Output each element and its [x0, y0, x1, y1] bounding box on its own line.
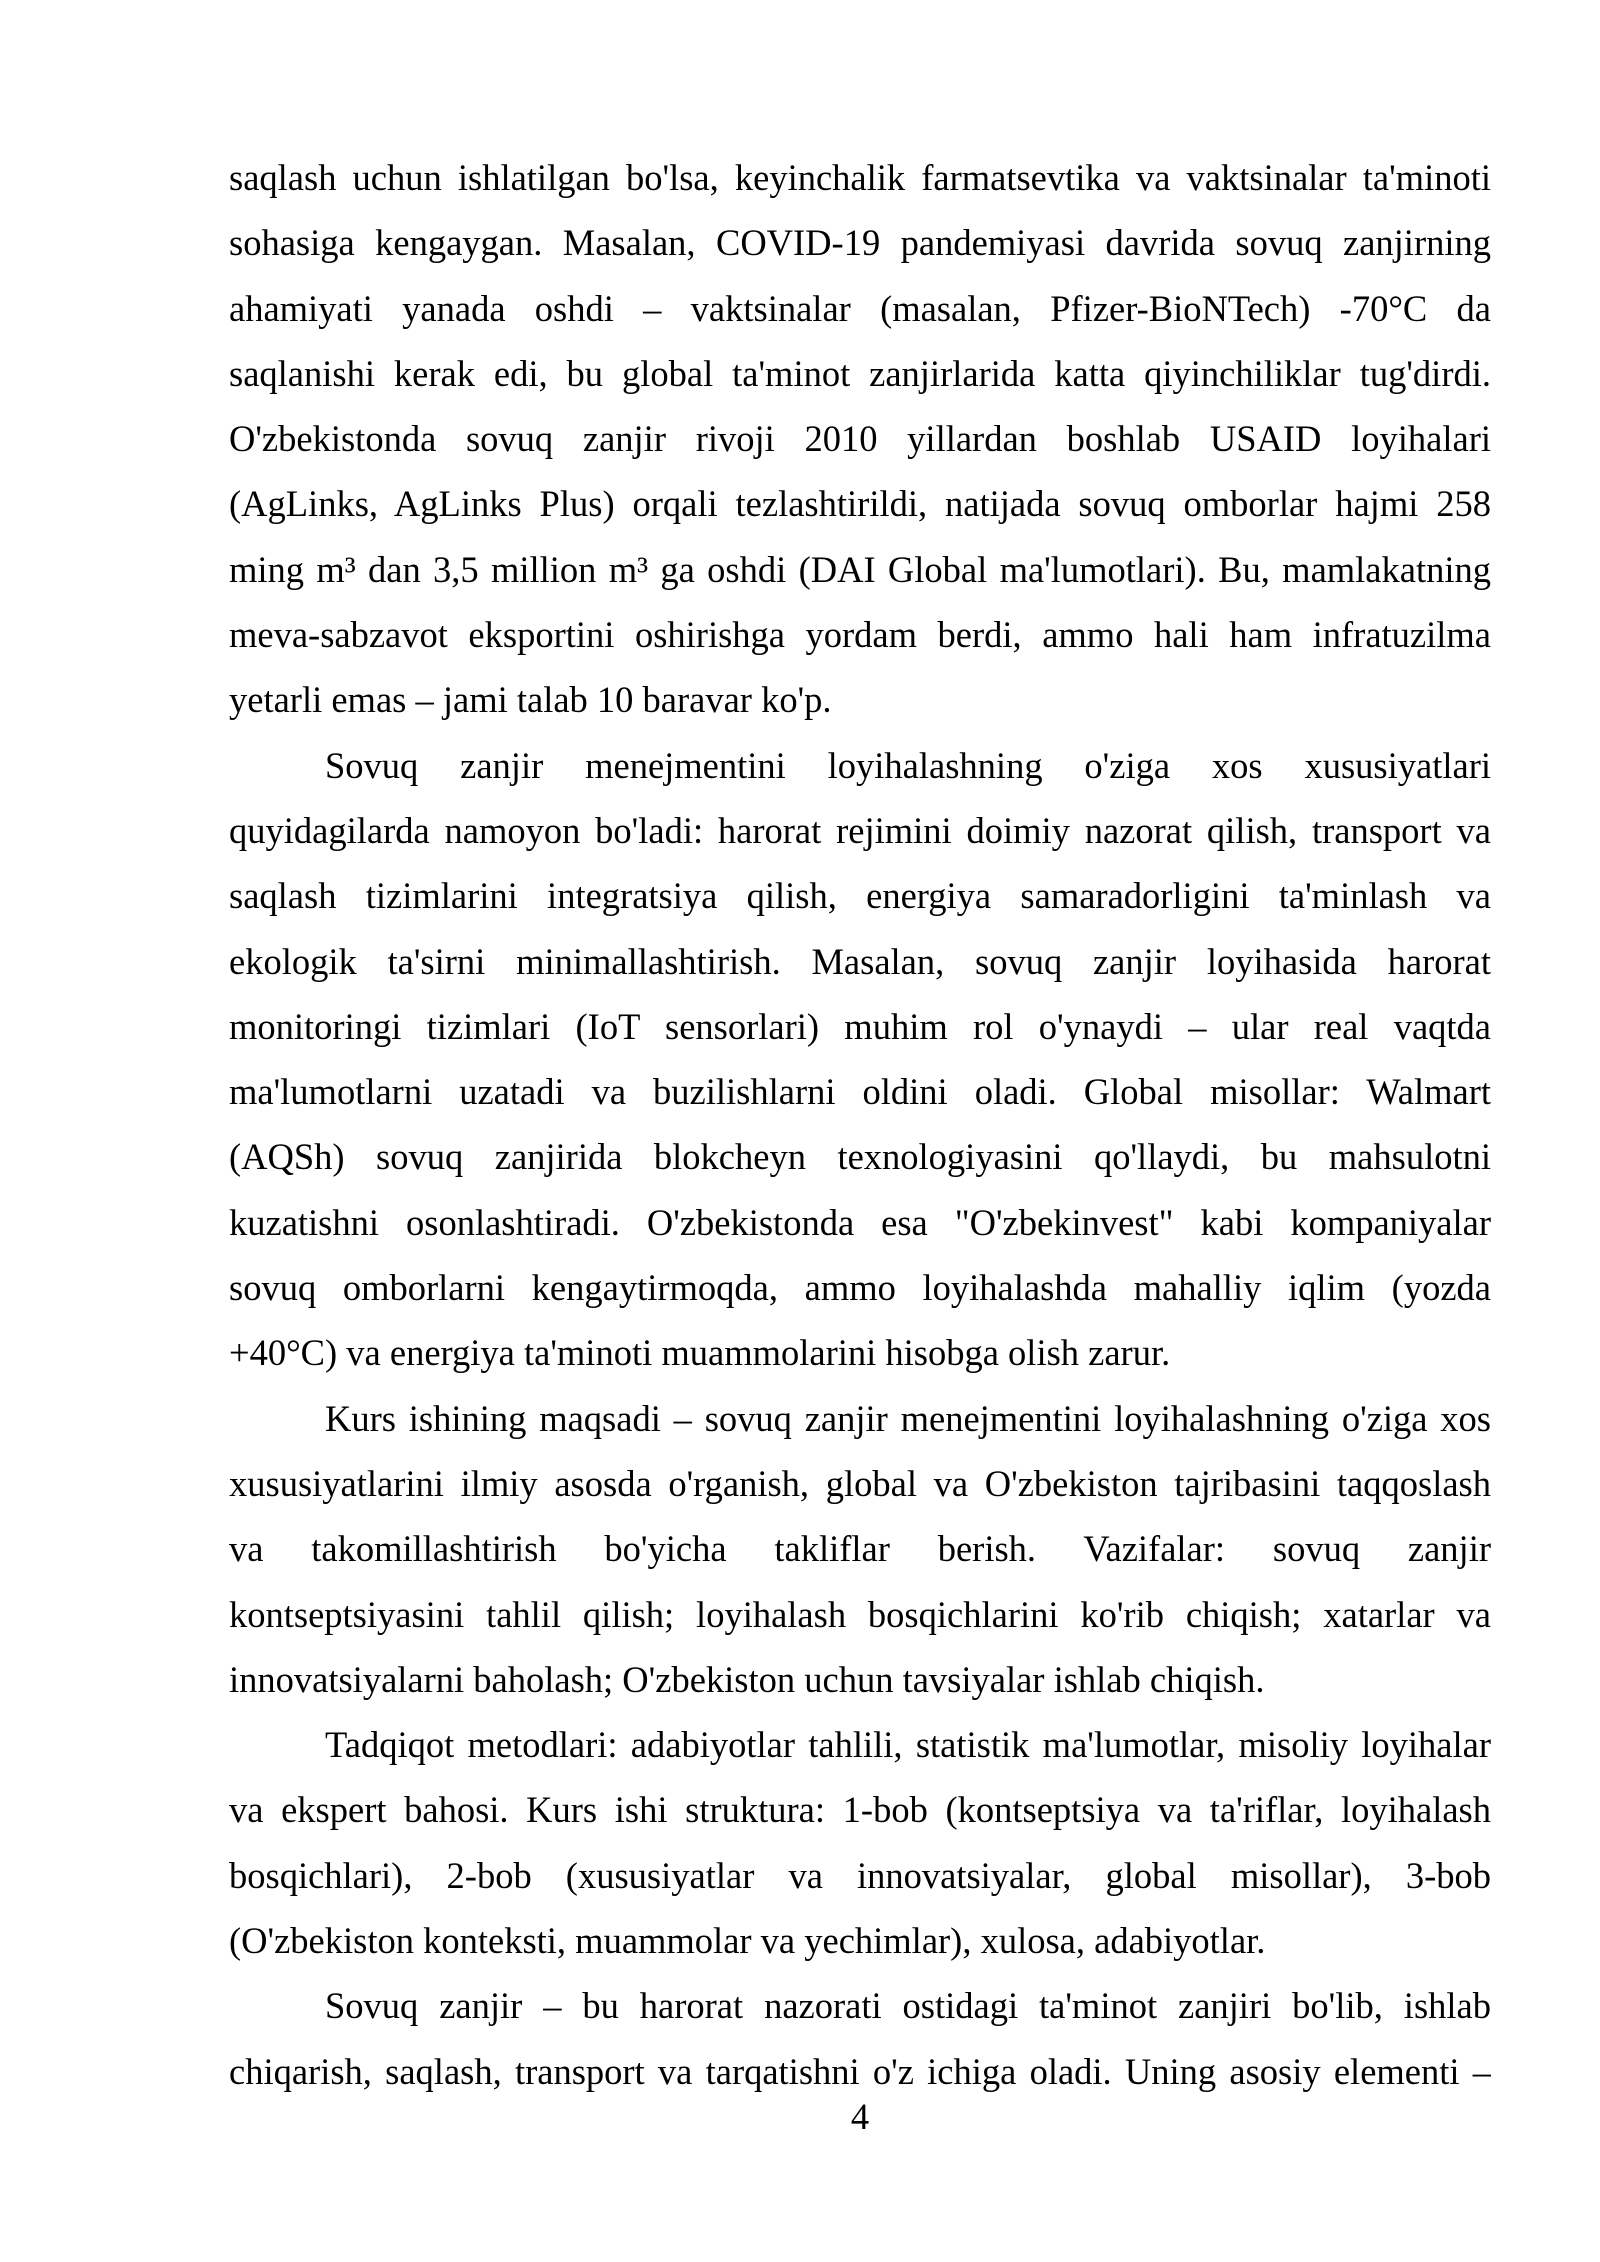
text-line: innovatsiyalarni baholash; O'zbekiston uchun tavsiyalar ishlab chiqish.	[229, 1658, 1265, 1700]
text-line: Sovuq zanjir – bu harorat nazorati ostidagi ta'minot zanjiri bo'lib, ishlab	[325, 1985, 1491, 2027]
text-line: (O'zbekiston konteksti, muammolar va yechimlar), xulosa, adabiyotlar.	[229, 1920, 1266, 1962]
paragraph	[229, 145, 1491, 733]
text-line: Sovuq zanjir menejmentini loyihalashning o'ziga xos xususiyatlari	[325, 744, 1491, 786]
text-line: ekologik ta'sirni minimallashtirish. Masalan, sovuq zanjir loyihasida harorat	[229, 940, 1491, 982]
paragraph	[229, 1712, 1491, 1973]
paragraph	[229, 733, 1491, 1386]
text-line: kontseptsiyasini tahlil qilish; loyihalash bosqichlarini ko'rib chiqish; xatarlar va	[229, 1593, 1491, 1635]
text-line: ahamiyati yanada oshdi – vaktsinalar (masalan, Pfizer-BioNTech) -70°C da	[229, 287, 1491, 329]
paragraph	[229, 1386, 1491, 1712]
document-body	[229, 145, 1491, 2104]
text-line: (AgLinks, AgLinks Plus) orqali tezlashtirildi, natijada sovuq omborlar hajmi 258	[229, 483, 1491, 525]
text-line: Kurs ishining maqsadi – sovuq zanjir menejmentini loyihalashning o'ziga xos	[325, 1397, 1491, 1439]
text-line: bosqichlari), 2-bob (xususiyatlar va innovatsiyalar, global misollar), 3-bob	[229, 1854, 1491, 1896]
text-line: (AQSh) sovuq zanjirida blokcheyn texnologiyasini qo'llaydi, bu mahsulotni	[229, 1136, 1491, 1178]
text-line: saqlash uchun ishlatilgan bo'lsa, keyinchalik farmatsevtika va vaktsinalar ta'minoti	[229, 157, 1491, 198]
text-line: quyidagilarda namoyon bo'ladi: harorat rejimini doimiy nazorat qilish, transport va	[229, 809, 1491, 851]
text-line: va ekspert bahosi. Kurs ishi struktura: 1-bob (kontseptsiya va ta'riflar, loyihalash	[229, 1789, 1491, 1831]
text-line: meva-sabzavot eksportini oshirishga yordam berdi, ammo hali ham infratuzilma	[229, 614, 1491, 656]
text-line: ming m³ dan 3,5 million m³ ga oshdi (DAI Global ma'lumotlari). Bu, mamlakatning	[229, 548, 1491, 590]
text-line: +40°C) va energiya ta'minoti muammolarini hisobga olish zarur.	[229, 1332, 1171, 1374]
text-line: monitoringi tizimlari (IoT sensorlari) muhim rol o'ynaydi – ular real vaqtda	[229, 1005, 1491, 1047]
text-line: xususiyatlarini ilmiy asosda o'rganish, global va O'zbekiston tajribasini taqqoslash	[229, 1462, 1491, 1504]
text-line: Tadqiqot metodlari: adabiyotlar tahlili, statistik ma'lumotlar, misoliy loyihalar	[325, 1724, 1491, 1766]
text-line: chiqarish, saqlash, transport va tarqatishni o'z ichiga oladi. Uning asosiy elementi –	[229, 2050, 1491, 2092]
page-number: 4	[850, 2096, 870, 2137]
text-line: saqlash tizimlarini integratsiya qilish, energiya samaradorligini ta'minlash va	[229, 875, 1491, 917]
text-line: kuzatishni osonlashtiradi. O'zbekistonda esa "O'zbekinvest" kabi kompaniyalar	[229, 1201, 1491, 1243]
text-line: O'zbekistonda sovuq zanjir rivoji 2010 yillardan boshlab USAID loyihalari	[229, 418, 1491, 460]
text-line: sohasiga kengaygan. Masalan, COVID-19 pandemiyasi davrida sovuq zanjirning	[229, 222, 1491, 264]
text-line: saqlanishi kerak edi, bu global ta'minot zanjirlarida katta qiyinchiliklar tug'dirdi.	[229, 352, 1491, 394]
text-line: ma'lumotlarni uzatadi va buzilishlarni oldini oladi. Global misollar: Walmart	[229, 1071, 1491, 1113]
paragraph	[229, 1973, 1491, 2104]
text-line: va takomillashtirish bo'yicha takliflar berish. Vazifalar: sovuq zanjir	[229, 1528, 1491, 1570]
text-line: sovuq omborlarni kengaytirmoqda, ammo loyihalashda mahalliy iqlim (yozda	[229, 1267, 1491, 1309]
text-line: yetarli emas – jami talab 10 baravar ko'p.	[229, 679, 832, 721]
